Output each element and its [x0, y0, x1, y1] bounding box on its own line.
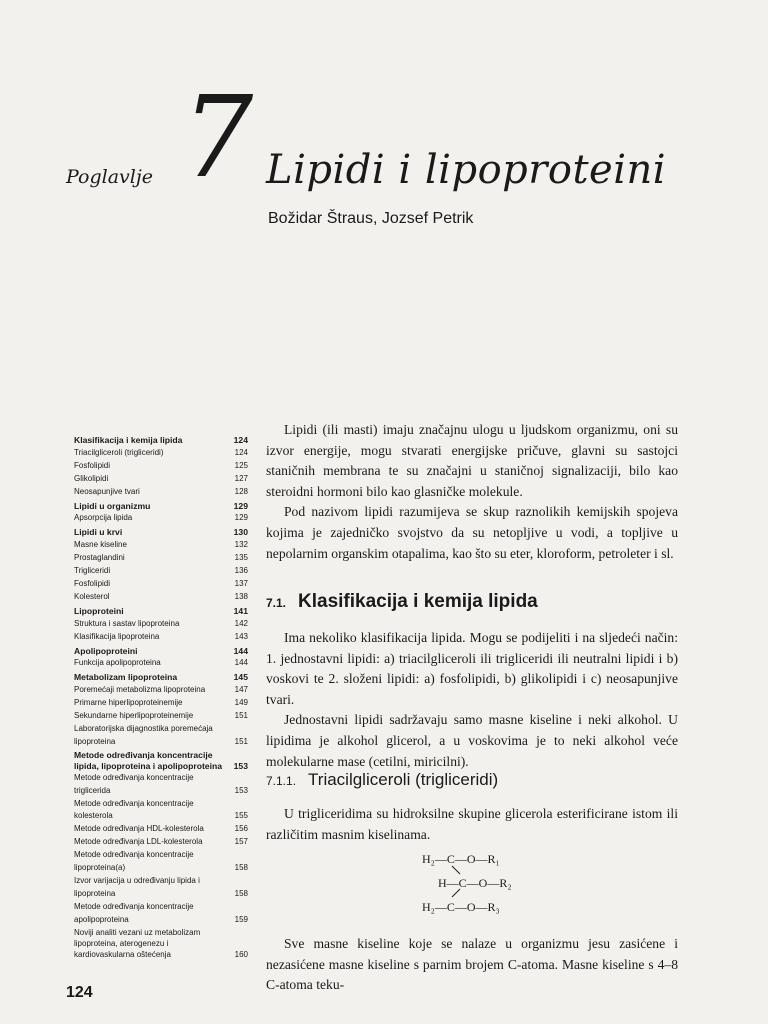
toc-entry-title: Kolesterol	[74, 591, 110, 601]
triglyceride-structural-formula	[420, 852, 530, 922]
toc-subsection-entry	[74, 486, 248, 499]
toc-subsection-entry	[74, 772, 248, 798]
toc-entry-title: Metode određivanja HDL-kolesterola	[74, 824, 204, 834]
toc-section-entry	[74, 645, 248, 658]
toc-entry-page: 153	[233, 760, 248, 771]
toc-entry-title: Prostaglandini	[74, 553, 125, 563]
toc-subsection-entry	[74, 723, 248, 749]
toc-entry-page: 124	[233, 435, 248, 445]
section-number: 7.1.	[266, 596, 287, 610]
toc-entry-page: 127	[234, 473, 248, 483]
toc-subsection-entry	[74, 473, 248, 486]
toc-subsection-entry	[74, 823, 248, 836]
toc-subsection-entry	[74, 512, 248, 525]
toc-entry-title: Metode određivanja koncentracije lipoproteina(a)	[74, 850, 194, 873]
toc-entry-title: Izvor varijacija u određivanju lipida i lipoproteina	[74, 876, 200, 898]
toc-subsection-entry	[74, 849, 248, 875]
bond-upper	[452, 866, 460, 874]
chapter-table-of-contents	[74, 433, 248, 960]
toc-entry-page: 145	[233, 672, 248, 683]
toc-subsection-entry	[74, 875, 248, 901]
section-7-1-1-paragraph-2: Sve masne kiseline koje se nalaze u organizmu jesu zasićene i nezasićene masne kiseline s parnim brojem C-atoma. Masne kiseline s 4–8 C-atoma teku-	[266, 936, 678, 993]
section-7-1-1-paragraph-continued	[266, 934, 678, 996]
toc-entry-title: Struktura i sastav lipoproteina	[74, 618, 180, 628]
toc-entry-title: Metode određivanja koncentracije kolesterola	[74, 798, 194, 821]
toc-entry-title: Metode određivanja koncentracije lipida, lipoproteina i apolipoproteina	[74, 749, 223, 771]
toc-entry-title: Metabolizam lipoproteina	[74, 672, 178, 683]
toc-entry-page: 129	[233, 500, 248, 511]
chapter-title: Lipidi i lipoproteini	[266, 147, 667, 193]
toc-entry-page: 137	[234, 578, 248, 588]
toc-entry-title: Apolipoproteini	[74, 645, 138, 656]
chapter-authors: Božidar Štraus, Jozsef Petrik	[268, 210, 474, 227]
toc-entry-title: Funkcija apolipoproteina	[74, 658, 161, 668]
toc-entry-page: 159	[234, 914, 248, 924]
toc-section-entry	[74, 750, 248, 772]
toc-entry-title: Laboratorijska dijagnostika poremećaja lipoproteina	[74, 723, 213, 746]
toc-subsection-entry	[74, 552, 248, 565]
toc-subsection-entry	[74, 901, 248, 927]
toc-entry-page: 144	[233, 645, 248, 656]
toc-section-entry	[74, 671, 248, 684]
toc-subsection-entry	[74, 618, 248, 631]
chapter-number: 7	[182, 73, 254, 203]
toc-subsection-entry	[74, 657, 248, 670]
section-7-1-paragraphs	[266, 628, 678, 772]
section-7-1-1-paragraph	[266, 804, 678, 845]
toc-entry-title: Lipidi u krvi	[74, 527, 123, 538]
toc-entry-page: 128	[234, 486, 248, 496]
toc-entry-page: 149	[234, 698, 248, 708]
section-7-1-paragraph-1: Ima nekoliko klasifikacija lipida. Mogu se podijeliti i na sljedeći način: 1. jednostavni lipidi: a) triacilgliceroli ili trigliceridi ili neutralni lipidi i b) voskovi te 2. složeni lipidi: a) fosfolipidi, b) glikolipidi i c) neosapunjive tvari.	[266, 630, 678, 707]
toc-subsection-entry	[74, 578, 248, 591]
toc-entry-title: Metode određivanja koncentracije triglicerida	[74, 772, 194, 795]
toc-entry-title: Poremećaji metabolizma lipoproteina	[74, 685, 206, 695]
toc-entry-page: 144	[234, 658, 248, 668]
formula-row-3: H₂—C—O—R₃	[422, 900, 500, 914]
toc-entry-page: 143	[234, 631, 248, 641]
toc-subsection-entry	[74, 591, 248, 604]
toc-section-entry	[74, 434, 248, 447]
toc-entry-title: Metode određivanja koncentracije apolipoproteina	[74, 901, 194, 924]
toc-entry-page: 132	[234, 540, 248, 550]
toc-entry-page: 130	[233, 527, 248, 538]
toc-entry-page: 153	[234, 785, 248, 795]
toc-entry-title: Neosapunjive tvari	[74, 486, 140, 496]
chapter-label: Poglavlje	[66, 166, 153, 188]
toc-entry-page: 142	[234, 618, 248, 628]
intro-paragraph-2: Pod nazivom lipidi razumijeva se skup raznolikih kemijskih spojeva kojima je zajedničko svojstvo da su netopljive u vodi, a topljive u nepolarnim organskim otapalima, kao što su eter, kloroform, petroleter i sl.	[266, 504, 678, 561]
toc-subsection-entry	[74, 539, 248, 552]
toc-entry-title: Masne kiseline	[74, 540, 127, 550]
toc-entry-page: 135	[234, 553, 248, 563]
toc-entry-title: Metode određivanja LDL-kolesterola	[74, 837, 203, 847]
subsection-title: Triacilgliceroli (trigliceridi)	[308, 770, 499, 789]
toc-entry-page: 160	[234, 949, 248, 959]
toc-subsection-entry	[74, 836, 248, 849]
toc-entry-title: Fosfolipidi	[74, 578, 111, 588]
toc-section-entry	[74, 605, 248, 618]
toc-entry-page: 125	[234, 460, 248, 470]
toc-entry-page: 124	[234, 447, 248, 457]
toc-entry-page: 158	[234, 863, 248, 873]
toc-entry-title: Klasifikacija i kemija lipida	[74, 435, 183, 445]
toc-subsection-entry	[74, 460, 248, 473]
toc-subsection-entry	[74, 631, 248, 644]
formula-row-1: H₂—C—O—R₁	[422, 852, 500, 866]
toc-entry-page: 155	[234, 811, 248, 821]
toc-entry-page: 136	[234, 566, 248, 576]
toc-section-entry	[74, 500, 248, 513]
toc-entry-title: Primarne hiperlipoproteinemije	[74, 698, 183, 708]
toc-entry-title: Triacilgliceroli (trigliceridi)	[74, 447, 164, 457]
toc-entry-page: 129	[234, 513, 248, 523]
page-number: 124	[66, 984, 93, 1001]
toc-entry-page: 151	[234, 736, 248, 746]
section-7-1-1-paragraph-1: U trigliceridima su hidroksilne skupine glicerola esterificirane istom ili različitim masnim kiselinama.	[266, 806, 678, 842]
toc-entry-page: 157	[234, 837, 248, 847]
toc-subsection-entry	[74, 697, 248, 710]
toc-subsection-entry	[74, 565, 248, 578]
formula-row-2: H—C—O—R₂	[438, 876, 512, 890]
toc-entry-page: 156	[234, 824, 248, 834]
toc-entry-title: Lipoproteini	[74, 605, 124, 616]
toc-entry-title: Lipidi u organizmu	[74, 500, 151, 511]
toc-entry-page: 158	[234, 888, 248, 898]
toc-entry-title: Noviji analiti vezani uz metabolizam lipoproteina, aterogenezu i kardiovaskularna oštećenja	[74, 927, 201, 959]
toc-entry-title: Glikolipidi	[74, 473, 109, 483]
section-heading-7-1-1	[266, 770, 498, 790]
toc-subsection-entry	[74, 710, 248, 723]
toc-entry-title: Fosfolipidi	[74, 460, 111, 470]
intro-paragraph-1: Lipidi (ili masti) imaju značajnu ulogu u ljudskom organizmu, oni su izvor energije, mogu stvarati energijske pričuve, glavni su sastojci staničnih membrana te su značajni u staničnoj signalizaciji, bilo kao steroidni hormoni bilo kao glasničke molekule.	[266, 422, 678, 499]
toc-entry-page: 141	[233, 605, 248, 616]
section-title: Klasifikacija i kemija lipida	[298, 591, 538, 612]
toc-section-entry	[74, 526, 248, 539]
intro-paragraphs	[266, 420, 678, 564]
toc-subsection-entry	[74, 684, 248, 697]
toc-entry-page: 138	[234, 591, 248, 601]
section-7-1-paragraph-2: Jednostavni lipidi sadržavaju samo masne kiseline i neki alkohol. U lipidima je alkohol glicerol, a u voskovima je to neki alkohol veće molekularne mase (cetilni, miricilni).	[266, 712, 678, 769]
toc-entry-page: 147	[234, 685, 248, 695]
toc-subsection-entry	[74, 447, 248, 460]
toc-entry-title: Sekundarne hiperlipoproteinemije	[74, 711, 194, 721]
subsection-number: 7.1.1.	[266, 774, 297, 788]
toc-entry-title: Apsorpcija lipida	[74, 513, 133, 523]
toc-subsection-entry	[74, 798, 248, 824]
toc-entry-page: 151	[234, 711, 248, 721]
toc-entry-title: Klasifikacija lipoproteina	[74, 631, 160, 641]
section-heading-7-1	[266, 591, 538, 613]
toc-subsection-entry	[74, 927, 248, 960]
toc-entry-title: Trigliceridi	[74, 566, 111, 576]
